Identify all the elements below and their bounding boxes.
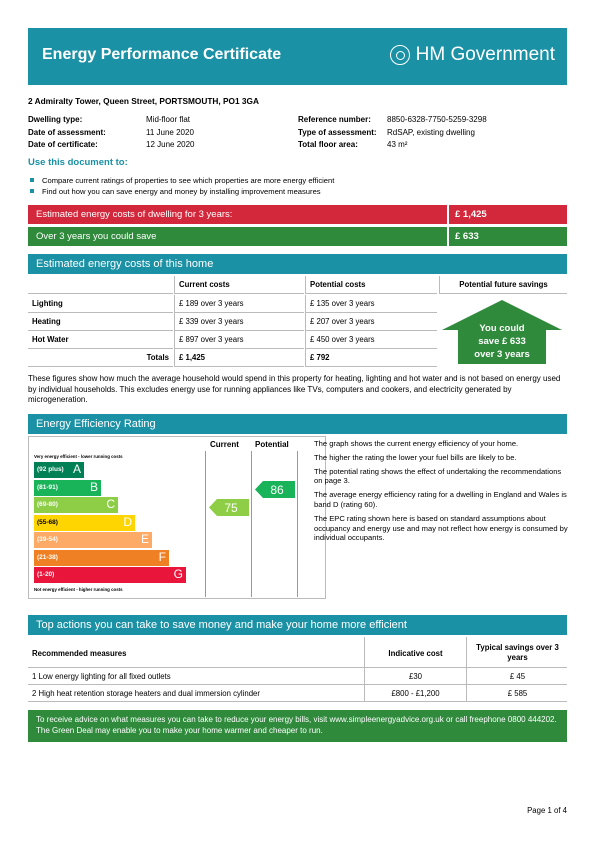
page-title: Energy Performance Certificate bbox=[42, 46, 282, 63]
potential-rating-value: 86 bbox=[270, 483, 284, 497]
paragraph: The higher the rating the lower your fuel bills are likely to be. bbox=[314, 452, 517, 462]
page-number: Page 1 of 4 bbox=[527, 806, 567, 815]
save-cost-value: £ 633 bbox=[449, 227, 567, 246]
detail-row bbox=[298, 114, 487, 127]
row-label: Heating bbox=[28, 313, 173, 331]
detail-row bbox=[298, 127, 487, 140]
savings-line: over 3 years bbox=[474, 349, 530, 360]
band-range: (1-20) bbox=[37, 571, 55, 578]
band-range: (21-38) bbox=[37, 553, 58, 561]
column-header: Recommended measures bbox=[32, 649, 127, 658]
property-address: 2 Admiralty Tower, Queen Street, PORTSMOUTH, PO1 3GA bbox=[28, 96, 259, 106]
rating-section-title: Energy Efficiency Rating bbox=[28, 414, 567, 434]
list-item: Find out how you can save energy and money by installing improvement measures bbox=[30, 186, 334, 197]
measure-cost: £30 bbox=[408, 672, 422, 681]
detail-value: 8850-6328-7750-5259-3298 bbox=[387, 115, 487, 124]
detail-label: Total floor area: bbox=[298, 140, 358, 149]
divider bbox=[28, 667, 567, 668]
rating-band-b bbox=[34, 480, 101, 496]
rating-band-e bbox=[34, 532, 152, 548]
current-cost: £ 189 over 3 years bbox=[174, 295, 304, 313]
rating-band-c bbox=[34, 497, 118, 513]
totals-row bbox=[28, 349, 437, 367]
detail-row bbox=[28, 139, 195, 152]
header-banner bbox=[28, 28, 567, 85]
band-letter: B bbox=[89, 479, 98, 494]
detail-label: Type of assessment: bbox=[298, 127, 377, 137]
band-range: (55-68) bbox=[37, 518, 58, 526]
potential-column-header: Potential bbox=[255, 440, 289, 449]
column-header: Current costs bbox=[174, 276, 304, 294]
totals-label: Totals bbox=[28, 349, 173, 367]
band-letter: F bbox=[158, 549, 166, 564]
table-row bbox=[28, 313, 437, 331]
column-header: Potential costs bbox=[305, 276, 437, 294]
band-letter: D bbox=[123, 514, 132, 529]
divider bbox=[364, 637, 365, 702]
detail-row bbox=[28, 114, 195, 127]
rating-band-f bbox=[34, 550, 169, 566]
detail-value: 43 m² bbox=[387, 140, 408, 149]
column-header: Indicative cost bbox=[388, 649, 443, 658]
use-document-list bbox=[30, 175, 334, 197]
list-item: Compare current ratings of properties to see which properties are more energy efficient bbox=[30, 175, 334, 186]
paragraph: The graph shows the current energy efficiency of your home. bbox=[314, 439, 519, 448]
crest-icon bbox=[390, 45, 410, 65]
column-header: Potential future savings bbox=[439, 276, 567, 294]
energy-rating-chart bbox=[28, 436, 326, 599]
potential-cost: £ 135 over 3 years bbox=[305, 295, 437, 313]
potential-cost: £ 207 over 3 years bbox=[305, 313, 437, 331]
column-header bbox=[28, 276, 173, 294]
paragraph: The average energy efficiency rating for a dwelling in England and Wales is band D (rating 60). bbox=[314, 490, 567, 509]
divider bbox=[28, 684, 567, 685]
band-range: (92 plus) bbox=[37, 466, 64, 473]
divider bbox=[28, 701, 567, 702]
rating-explanation bbox=[314, 439, 568, 547]
rating-band-a bbox=[34, 462, 84, 478]
detail-value: 12 June 2020 bbox=[146, 140, 195, 149]
rating-band-d bbox=[34, 515, 135, 531]
potential-cost: £ 450 over 3 years bbox=[305, 331, 437, 349]
detail-value: 11 June 2020 bbox=[146, 127, 194, 137]
row-label: Hot Water bbox=[28, 331, 173, 349]
band-letter: E bbox=[140, 532, 149, 546]
savings-text bbox=[442, 322, 562, 361]
band-range: (81-91) bbox=[37, 483, 58, 491]
current-rating-marker bbox=[209, 499, 249, 516]
costs-section-title: Estimated energy costs of this home bbox=[28, 254, 567, 274]
estimated-cost-value: £ 1,425 bbox=[449, 205, 567, 224]
paragraph: The potential rating shows the effect of undertaking the recommendations on page 3. bbox=[314, 466, 562, 486]
detail-row bbox=[28, 127, 195, 140]
bottom-note: Not energy efficient - higher running costs bbox=[34, 587, 123, 592]
table-header-row bbox=[28, 276, 437, 294]
savings-line: You could bbox=[479, 323, 525, 334]
advice-note: To receive advice on what measures you can take to reduce your energy bills, visit www.simpleenergyadvice.org.uk or call freephone 0800 444202. The Green Deal may enable you to make your home warmer and cheaper to run. bbox=[28, 710, 567, 742]
band-letter: A bbox=[72, 462, 81, 476]
row-label: Lighting bbox=[28, 295, 173, 313]
hm-government-logo bbox=[390, 44, 555, 66]
estimated-cost-bar bbox=[28, 205, 567, 224]
band-range: (39-54) bbox=[37, 536, 58, 543]
measure-name: 2 High heat retention storage heaters and dual immersion cylinder bbox=[32, 689, 260, 698]
table-row bbox=[28, 295, 437, 313]
band-range: (69-80) bbox=[37, 501, 58, 508]
detail-value: Mid-floor flat bbox=[146, 115, 191, 124]
column-divider bbox=[205, 451, 206, 597]
potential-rating-marker bbox=[255, 481, 295, 498]
detail-value: RdSAP, existing dwelling bbox=[387, 127, 475, 137]
costs-note: These figures show how much the average household would spend in this property for heating, lighting and hot water and is not based on energy used by individual households. This excludes energy use for running appliances like TVs, computers and cookers, and electricity generated by microgeneration. bbox=[28, 374, 561, 404]
column-divider bbox=[251, 451, 252, 597]
details-right bbox=[298, 114, 487, 152]
current-rating-value: 75 bbox=[224, 501, 238, 515]
table-row bbox=[28, 331, 437, 349]
measure-name: 1 Low energy lighting for all fixed outlets bbox=[32, 672, 171, 681]
divider bbox=[466, 637, 467, 702]
top-note: Very energy efficient - lower running costs bbox=[34, 454, 123, 459]
current-cost: £ 339 over 3 years bbox=[174, 313, 304, 331]
measure-cost: £800 - £1,200 bbox=[391, 689, 440, 698]
detail-label: Date of certificate: bbox=[28, 140, 98, 149]
current-cost: £ 897 over 3 years bbox=[174, 331, 304, 349]
save-cost-label: Over 3 years you could save bbox=[28, 227, 447, 246]
save-cost-bar bbox=[28, 227, 567, 246]
paragraph: The EPC rating shown here is based on standard assumptions about occupancy and energy use and may not reflect how energy is consumed by individual occupants. bbox=[314, 513, 568, 543]
detail-row bbox=[298, 139, 487, 152]
detail-label: Reference number: bbox=[298, 115, 371, 124]
total-potential: £ 792 bbox=[305, 349, 437, 367]
rating-band-g bbox=[34, 567, 186, 583]
band-letter: C bbox=[106, 497, 115, 511]
detail-label: Dwelling type: bbox=[28, 115, 83, 124]
column-divider bbox=[297, 451, 298, 597]
measure-saving: £ 585 bbox=[507, 689, 528, 698]
column-header: Typical savings over 3 years bbox=[476, 643, 559, 662]
details-left bbox=[28, 114, 195, 152]
band-letter: G bbox=[173, 567, 183, 581]
gov-label: HM Government bbox=[415, 44, 555, 65]
use-document-title: Use this document to: bbox=[28, 157, 128, 168]
total-current: £ 1,425 bbox=[174, 349, 304, 367]
current-column-header: Current bbox=[210, 440, 239, 449]
detail-label: Date of assessment: bbox=[28, 127, 106, 137]
actions-section-title: Top actions you can take to save money and make your home more efficient bbox=[28, 615, 567, 635]
measure-saving: £ 45 bbox=[509, 672, 526, 681]
estimated-cost-label: Estimated energy costs of dwelling for 3 years: bbox=[28, 205, 447, 224]
savings-line: save £ 633 bbox=[478, 336, 526, 347]
